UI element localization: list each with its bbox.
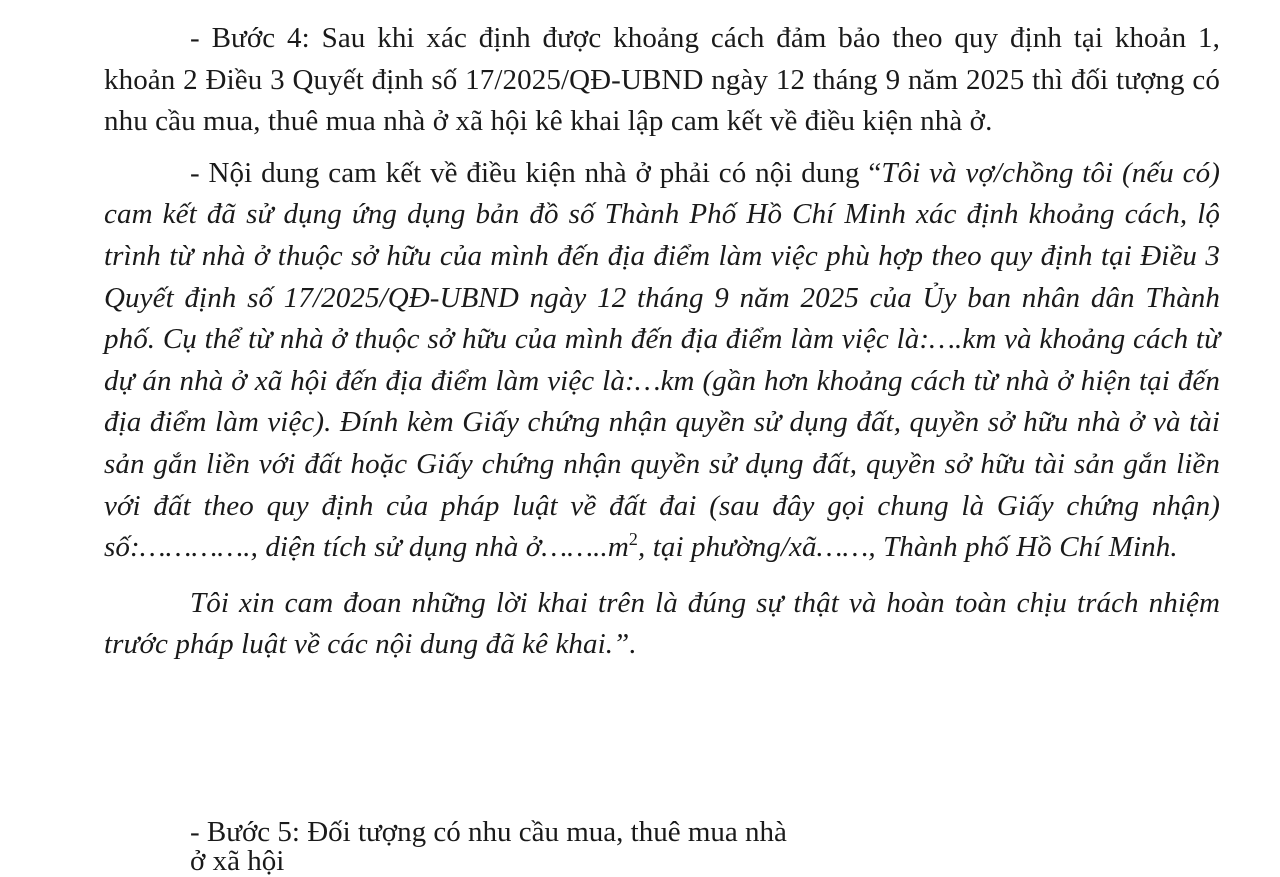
document-page (104, 18, 1220, 666)
commitment-intro: - Nội dung cam kết về điều kiện nhà ở phải có nội dung “ (190, 156, 882, 189)
closing-statement-paragraph: Tôi xin cam đoan những lời khai trên là đúng sự thật và hoàn toàn chịu trách nhiệm trước pháp luật về các nội dung đã kê khai.”. (104, 586, 1220, 661)
step-4-paragraph: - Bước 4: Sau khi xác định được khoảng cách đảm bảo theo quy định tại khoản 1, khoản 2 Điều 3 Quyết định số 17/2025/QĐ-UBND ngày 12 tháng 9 năm 2025 thì đối tượng có nhu cầu mua, thuê mua nhà ở xã hội kê khai lập cam kết về điều kiện nhà ở. (104, 22, 1220, 138)
commitment-content-paragraph (104, 153, 1220, 569)
commitment-tail: , tại phường/xã……, Thành phố Hồ Chí Minh. (638, 531, 1178, 564)
square-meter-superscript: 2 (628, 529, 639, 550)
commitment-quote: Tôi và vợ/chồng tôi (nếu có) cam kết đã sử dụng ứng dụng bản đồ số Thành Phố Hồ Chí Minh xác định khoảng cách, lộ trình từ nhà ở thuộc sở hữu của mình đến địa điểm làm việc phù hợp theo quy định tại Điều 3 Quyết định số 17/2025/QĐ-UBND ngày 12 tháng 9 năm 2025 của Ủy ban nhân dân Thành phố. Cụ thể từ nhà ở thuộc sở hữu của mình đến địa điểm làm việc là:….km và khoảng cách từ dự án nhà ở xã hội đến địa điểm làm việc là:…km (gần hơn khoảng cách từ nhà ở hiện tại đến địa điểm làm việc). Đính kèm Giấy chứng nhận quyền sử dụng đất, quyền sở hữu nhà ở và tài sản gắn liền với đất hoặc Giấy chứng nhận quyền sử dụng đất, quyền sở hữu tài sản gắn liền với đất theo quy định của pháp luật về đất đai (sau đây gọi chung là Giấy chứng nhận) số:…………., diện tích sử dụng nhà ở……..m (104, 156, 1220, 564)
cut-off-text-line: - Bước 5: Đối tượng có nhu cầu mua, thuê mua nhà ở xã hội (190, 816, 787, 877)
